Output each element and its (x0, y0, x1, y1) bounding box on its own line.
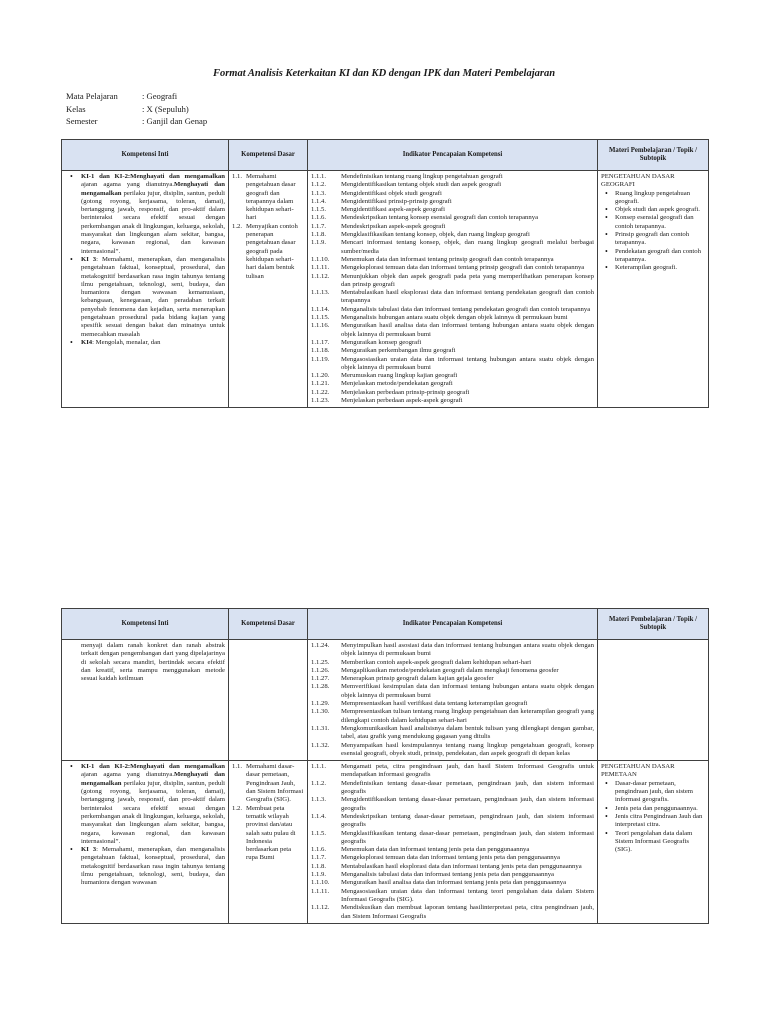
ipk-item-number: 1.1.12. (311, 904, 330, 912)
analysis-table-page-2 (61, 608, 709, 924)
ipk-item (311, 273, 594, 290)
kd-item-number: 1.2. (232, 222, 243, 230)
ipk-item (311, 742, 594, 759)
ipk-item (311, 256, 594, 264)
ipk-item-text: Mengidentifikasikan tentang objek studi dan aspek geografi (341, 181, 502, 189)
ki-cell (62, 171, 229, 408)
ipk-item-text: Mengasosiasikan uraian data dan informasi tentang teori pengolahan data dalam Sistem Informasi Geografis (SIG). (341, 887, 594, 903)
ipk-item-text: Mengasosiasikan uraian data dan informasi tentang hubungan antara suatu objek dengan objek lainnya di permukaan bumi (341, 355, 594, 371)
ipk-item-text: Menyampaikan hasil kesimpulannya tentang ruang lingkup pengetahuan geografi, konsep esensial geografi, obyek studi, prinsip, pendekatan, dan aspek geografi di depan kelas (341, 741, 594, 757)
ipk-item (311, 339, 594, 347)
ki1-item: • KI-1 dan KI-2:Menghayati dan mengamalkan ajaran agama yang dianutnya.Menghayati dan mengamalkan perilaku jujur, disiplin, santun, peduli (gotong royong, kerjasama, toleran, damai), bertanggung jawab, responsif, dan pro-aktif dalam berinteraksi secara efektif sesuai dengan perkembangan anak di lingkungan, keluarga, sekolah, masyarakat dan lingkungan alam sekitar, bangsa, negara, kawasan regional, dan kawasan internasional”. (81, 763, 225, 846)
materi-item: • Objek studi dan aspek geografi. (615, 206, 705, 214)
ipk-item-text: Mengidentifikasikan tentang dasar-dasar pemetaan, pengindraan jauh, dan sistem informasi geografis (341, 796, 594, 812)
ipk-item-number: 1.1.8. (311, 231, 327, 239)
ipk-item (311, 306, 594, 314)
ipk-item-number: 1.1.11. (311, 887, 330, 895)
document-page-2 (0, 600, 768, 1024)
ipk-item-number: 1.1.14. (311, 305, 330, 313)
ki3-item: • KI 3: Memahami, menerapkan, dan menganalisis pengetahuan faktual, konseptual, prosedural, dan metakognitif berdasarkan rasa ingin tahunya tentang ilmu pengetahuan, teknologi, seni, budaya, dan humaniora dengan wawasan kemanusiaan, kebangsaan, kenegaraan, dan peradaban terkait penyebab fenomena dan kejadian, serta menerapkan pengetahuan prosedural pada bidang kajian yang spesifik sesuai dengan bakat dan minatnya untuk memecahkan masalah (81, 256, 225, 339)
header-ipk: Indikator Pencapaian Kompetensi (308, 140, 598, 171)
ipk-item-number: 1.1.31. (311, 724, 330, 732)
ipk-item-number: 1.1.2. (311, 779, 327, 787)
ipk-item-number: 1.1.25. (311, 658, 330, 666)
ipk-item-text: Mendeskripsikan tentang dasar-dasar pemetaan, pengindraan jauh, dan sistem informasi geografis (341, 812, 594, 829)
ipk-item-text: Mengklasifikasikan tentang konsep, objek, dan ruang lingkup geografi (341, 231, 530, 239)
ipk-item (311, 763, 594, 780)
ipk-item (311, 231, 594, 239)
ipk-item-text: Mengidentifikasi prinsip-prinsip geografi (341, 197, 452, 205)
ipk-item (311, 830, 594, 847)
ipk-item-text: Memverifikasi kesimpulan data dan informasi tentang hubungan antara suatu objek dengan objek lainnya di permukaan bumi (341, 683, 594, 699)
materi-item: • Prinsip geografi dan contoh terapannya. (615, 231, 705, 248)
kd-item-number: 1.2. (232, 804, 243, 812)
ipk-item (311, 264, 594, 272)
header-ki: Kompetensi Inti (62, 609, 229, 640)
ipk-item-number: 1.1.28. (311, 683, 330, 691)
ipk-item (311, 683, 594, 700)
ipk-item-text: Mengidentifikasi aspek-aspek geografi (341, 206, 445, 214)
ipk-item-text: Menerapkan prinsip geografi dalam kajian gejala geosfer (341, 675, 494, 683)
ipk-item-number: 1.1.26. (311, 666, 330, 674)
ipk-item (311, 389, 594, 397)
kd-item (232, 223, 304, 281)
ipk-item-text: Memberikan contoh aspek-aspek geografi dalam kehidupan sehari-hari (341, 658, 532, 666)
ipk-item-number: 1.1.27. (311, 675, 330, 683)
ipk-item-number: 1.1.6. (311, 846, 327, 854)
materi-item: • Pendekatan geografi dan contoh terapannya. (615, 248, 705, 265)
document-page-1 (0, 0, 768, 500)
ipk-item (311, 675, 594, 683)
ipk-item-text: Mengkomunikasikan hasil analisisnya dalam bentuk tulisan yang dilengkapi dengan gambar, tabel, atau grafik yang mendukung gagasan yang ditulis (341, 724, 594, 741)
materi-item: • Jenis peta dan penggunaannya. (615, 805, 705, 813)
ipk-item (311, 708, 594, 725)
ipk-item (311, 173, 594, 181)
ipk-cell (308, 640, 598, 761)
ipk-item (311, 879, 594, 887)
page-gap (0, 500, 768, 600)
ipk-item-number: 1.1.6. (311, 214, 327, 222)
header-ki: Kompetensi Inti (62, 140, 229, 171)
materi-item: • Teori pengolahan data dalam Sistem Informasi Geografis (SIG). (615, 830, 705, 855)
ipk-item-text: Mengidentifikasi objek studi geografi (341, 189, 442, 197)
header-materi: Materi Pembelajaran / Topik / Subtopik (598, 140, 709, 171)
ipk-item (311, 239, 594, 256)
ipk-item-number: 1.1.13. (311, 289, 330, 297)
ipk-item-number: 1.1.11. (311, 264, 330, 272)
table-row (62, 640, 709, 761)
ipk-item (311, 289, 594, 306)
header-ipk: Indikator Pencapaian Kompetensi (308, 609, 598, 640)
ipk-item-number: 1.1.7. (311, 854, 327, 862)
ipk-item-number: 1.1.10. (311, 879, 330, 887)
ipk-item (311, 659, 594, 667)
ipk-item-text: Menguraikan hasil analisa data dan informasi tentang hubungan antara suatu objek dengan objek lainnya di permukaan bumi (341, 322, 594, 338)
ipk-item-text: Mengeksplorasi temuan data dan informasi tentang jenis peta dan penggunaannya (341, 854, 560, 862)
ipk-item (311, 780, 594, 797)
ipk-item (311, 700, 594, 708)
ipk-item-number: 1.1.15. (311, 314, 330, 322)
ipk-item (311, 206, 594, 214)
ipk-item-text: Menganalisis hubungan antara suatu objek dengan objek lainnya di permukaan bumi (341, 314, 568, 322)
ipk-item-text: Mengeksplorasi temuan data dan informasi tentang prinsip geografi dan contoh terapannya (341, 264, 585, 272)
materi-item: • Jenis citra Pengindraan Jauh dan interpretasi citra. (615, 813, 705, 830)
meta-row-subject (66, 90, 207, 103)
ipk-item-number: 1.1.1. (311, 173, 327, 180)
table-row (62, 171, 709, 408)
ipk-item (311, 347, 594, 355)
ipk-item-number: 1.1.30. (311, 708, 330, 716)
ipk-item-text: Menemukan data dan informasi tentang prinsip geografi dan contoh terapannya (341, 255, 554, 263)
ipk-item (311, 198, 594, 206)
ipk-item-number: 1.1.4. (311, 197, 327, 205)
ipk-item-number: 1.1.1. (311, 763, 327, 771)
kd-cell (229, 171, 308, 408)
ipk-item-number: 1.1.9. (311, 239, 327, 247)
ipk-item-text: Menjelaskan perbedaan aspek-aspek geografi (341, 397, 463, 405)
ipk-item (311, 904, 594, 921)
meta-value: : Geografi (142, 91, 178, 101)
ipk-item (311, 846, 594, 854)
ipk-item-text: Merumuskan ruang lingkup kajian geografi (341, 372, 458, 380)
kd-item (232, 763, 304, 804)
ipk-item-text: Menguraikan konsep geografi (341, 338, 422, 346)
ipk-item-text: Mencari informasi tentang konsep, objek, dan ruang lingkup geografi melalui berbagai sumber/media (341, 239, 594, 255)
kd-cell (229, 640, 308, 761)
kd-item (232, 173, 304, 223)
ipk-item (311, 725, 594, 742)
ipk-item (311, 356, 594, 373)
ipk-item-text: Mentabulasikan hasil eksplorasi data dan informasi tentang jenis peta dan penggunaannya (341, 862, 582, 870)
ipk-item-number: 1.1.22. (311, 388, 330, 396)
ipk-cell (308, 761, 598, 924)
materi-heading: PENGETAHUAN DASAR PEMETAAN (601, 763, 675, 779)
ipk-item (311, 854, 594, 862)
ipk-item-text: Mendeskripsikan tentang konsep esensial geografi dan contoh terapannya (341, 214, 539, 222)
ipk-item-text: Mentabulasikan hasil eksplorasi data dan informasi tentang pendekatan geografi dan contoh terapannya (341, 289, 594, 305)
ipk-item (311, 871, 594, 879)
ipk-item-number: 1.1.5. (311, 829, 327, 837)
ipk-item-text: Menganalisis tabulasi data dan informasi tentang pendekatan geografi dan contoh terapannya (341, 305, 591, 313)
ipk-item-number: 1.1.3. (311, 189, 327, 197)
ipk-item-text: Menguraikan hasil analisa data dan informasi tentang jenis peta dan penggunaannya (341, 879, 567, 887)
ipk-item-number: 1.1.8. (311, 862, 327, 870)
document-title: Format Analisis Keterkaitan KI dan KD dengan IPK dan Materi Pembelajaran (212, 68, 556, 79)
materi-cell (598, 640, 709, 761)
meta-row-class (66, 103, 207, 116)
header-kd: Kompetensi Dasar (229, 609, 308, 640)
ipk-item-text: Mengklasifikasikan tentang dasar-dasar pemetaan, pengindraan jauh, dan sistem informasi geografis (341, 829, 594, 845)
table-header-row (62, 609, 709, 640)
materi-cell (598, 171, 709, 408)
header-kd: Kompetensi Dasar (229, 140, 308, 171)
ipk-item (311, 181, 594, 189)
meta-label: Mata Pelajaran (66, 91, 118, 101)
kd-item-text: Membuat peta tematik wilayah provinsi dan/atau salah satu pulau di Indonesia berdasarkan peta rupa Bumi (246, 804, 296, 862)
meta-value: : Ganjil dan Genap (142, 116, 208, 126)
ki4-continuation: menyaji dalam ranah konkret dan ranah abstrak terkait dengan pengembangan dari yang dipelajarinya di sekolah secara mandiri, bertindak secara efektif dan kreatif, serta mampu menggunakan metode sesuai kaidah keilmuan (81, 642, 225, 683)
ipk-item-number: 1.1.32. (311, 741, 330, 749)
ipk-item (311, 813, 594, 830)
meta-block (66, 90, 207, 128)
ipk-item-text: Mendefinisikan tentang dasar-dasar pemetaan, pengindraan jauh, dan sistem informasi geografis (341, 779, 594, 796)
kd-item-text: Memahami pengetahuan dasar geografi dan terapannya dalam kehidupan sehari-hari (246, 173, 296, 222)
ipk-item-number: 1.1.3. (311, 796, 327, 804)
kd-item-text: Memahami dasar-dasar pemetaan, Pengindraan Jauh, dan Sistem Informasi Geografis (SIG). (246, 763, 304, 804)
meta-label: Kelas (66, 103, 86, 114)
table-header-row (62, 140, 709, 171)
ipk-item-number: 1.1.5. (311, 206, 327, 214)
ipk-item (311, 380, 594, 388)
ki-cell (62, 640, 229, 761)
ipk-item-text: Mempresentasikan hasil verifikasi data tentang keterampilan geografi (341, 700, 528, 708)
ipk-item-number: 1.1.2. (311, 181, 327, 189)
ipk-item (311, 667, 594, 675)
ipk-item (311, 863, 594, 871)
kd-cell (229, 761, 308, 924)
ipk-item (311, 223, 594, 231)
ipk-item-number: 1.1.23. (311, 397, 330, 405)
ipk-item (311, 888, 594, 905)
analysis-table-page-1 (61, 139, 709, 408)
ipk-item-number: 1.1.9. (311, 871, 327, 879)
ipk-item-text: Menguraikan perkembangan ilmu geografi (341, 347, 456, 355)
kd-item-number: 1.1. (232, 763, 243, 771)
ipk-item-text: Mengaplikasikan metode/pendekatan geografi dalam mengkaji fenomena geosfer (341, 666, 559, 674)
ipk-item-text: Menemukan data dan informasi tentang jenis peta dan penggunaannya (341, 846, 530, 854)
ipk-item-number: 1.1.10. (311, 255, 330, 263)
ipk-item-number: 1.1.17. (311, 338, 330, 346)
ipk-item-text: Mempresentasikan tulisan tentang ruang lingkup pengetahuan dan keterampilan geografi yang dilengkapi contoh dalam kehidupan sehari-hari (341, 708, 594, 724)
meta-row-semester (66, 115, 207, 128)
ipk-item-text: Menjelaskan metode/pendekatan geografi (341, 380, 453, 388)
ipk-item-number: 1.1.21. (311, 380, 330, 388)
ki-cell (62, 761, 229, 924)
ipk-cell (308, 171, 598, 408)
materi-item: • Dasar-dasar pemetaan, pengindraan jauh, dan sistem informasi geografis. (615, 780, 705, 805)
ipk-item-text: Menjelaskan perbedaan prinsip-prinsip geografi (341, 388, 470, 396)
ipk-item-number: 1.1.18. (311, 347, 330, 355)
ki1-item: • KI-1 dan KI-2:Menghayati dan mengamalkan ajaran agama yang dianutnya.Menghayati dan mengamalkan perilaku jujur, disiplin, santun, peduli (gotong royong, kerjasama, toleran, damai), bertanggung jawab, responsif, dan pro-aktif dalam berinteraksi secara efektif sesuai dengan perkembangan anak di lingkungan, keluarga, sekolah, masyarakat dan lingkungan alam sekitar, bangsa, negara, kawasan regional, dan kawasan internasional”. (81, 173, 225, 256)
meta-value: : X (Sepuluh) (142, 103, 189, 114)
meta-label: Semester (66, 116, 98, 126)
header-materi: Materi Pembelajaran / Topik / Subtopik (598, 609, 709, 640)
materi-heading: PENGETAHUAN DASAR GEOGRAFI (601, 173, 675, 189)
ipk-item-text: Mendefinisikan tentang ruang lingkup pengetahuan geografi (341, 173, 503, 180)
materi-item: • Ruang lingkup pengetahuan geografi. (615, 190, 705, 207)
ipk-item-text: Menganalisis tabulasi data dan informasi tentang jenis peta dan penggunaannya (341, 871, 555, 879)
ipk-item (311, 314, 594, 322)
ipk-item-number: 1.1.19. (311, 355, 330, 363)
ipk-item-text: Mendiskusikan dan membuat laporan tentang hasilinterpretasi peta, citra pengindraan jauh, dan Sistem Informasi Geografis (341, 904, 594, 920)
ipk-item-number: 1.1.20. (311, 372, 330, 380)
ipk-item (311, 322, 594, 339)
ipk-item (311, 796, 594, 813)
ipk-item (311, 372, 594, 380)
ki3-item: • KI 3: Memahami, menerapkan, dan menganalisis pengetahuan faktual, konseptual, prosedural, dan metakognitif berdasarkan rasa ingin tahunya tentang ilmu pengetahuan, teknologi, seni, budaya, dan humaniora dengan wawasan (81, 846, 225, 887)
ipk-item (311, 214, 594, 222)
ipk-item-number: 1.1.29. (311, 700, 330, 708)
ki4-item: • KI4: Mengolah, menalar, dan (81, 339, 225, 347)
ipk-item (311, 397, 594, 405)
ipk-item-number: 1.1.24. (311, 642, 330, 649)
kd-item (232, 805, 304, 863)
ipk-item-text: Menyimpulkan hasil asosiasi data dan informasi tentang hubungan antara suatu objek dengan objek lainnya di permukaan bumi (341, 642, 594, 658)
ipk-item-number: 1.1.16. (311, 322, 330, 330)
kd-item-text: Menyajikan contoh penerapan pengetahuan dasar geografi pada kehidupan sehari-hari dalam bentuk tulisan (246, 222, 298, 280)
ipk-item-text: Mendeskripsikan aspek-aspek geografi (341, 222, 446, 230)
ipk-item (311, 642, 594, 659)
ipk-item-number: 1.1.12. (311, 272, 330, 280)
materi-cell (598, 761, 709, 924)
ipk-item-number: 1.1.4. (311, 812, 327, 820)
ipk-item (311, 190, 594, 198)
table-row (62, 761, 709, 924)
materi-item: • Konsep esensial geografi dan contoh terapannya. (615, 214, 705, 231)
ipk-item-number: 1.1.7. (311, 222, 327, 230)
ipk-item-text: Mengamati peta, citra pengindraan jauh, dan hasil Sistem Informasi Geografis untuk mendapatkan informasi geografis (341, 763, 594, 779)
materi-item: • Keterampilan geografi. (615, 264, 705, 272)
kd-item-number: 1.1. (232, 173, 243, 180)
ipk-item-text: Menunjukkan objek dan aspek geografi pada peta yang memperlihatkan penerapan konsep dan prinsip geografi (341, 272, 594, 288)
